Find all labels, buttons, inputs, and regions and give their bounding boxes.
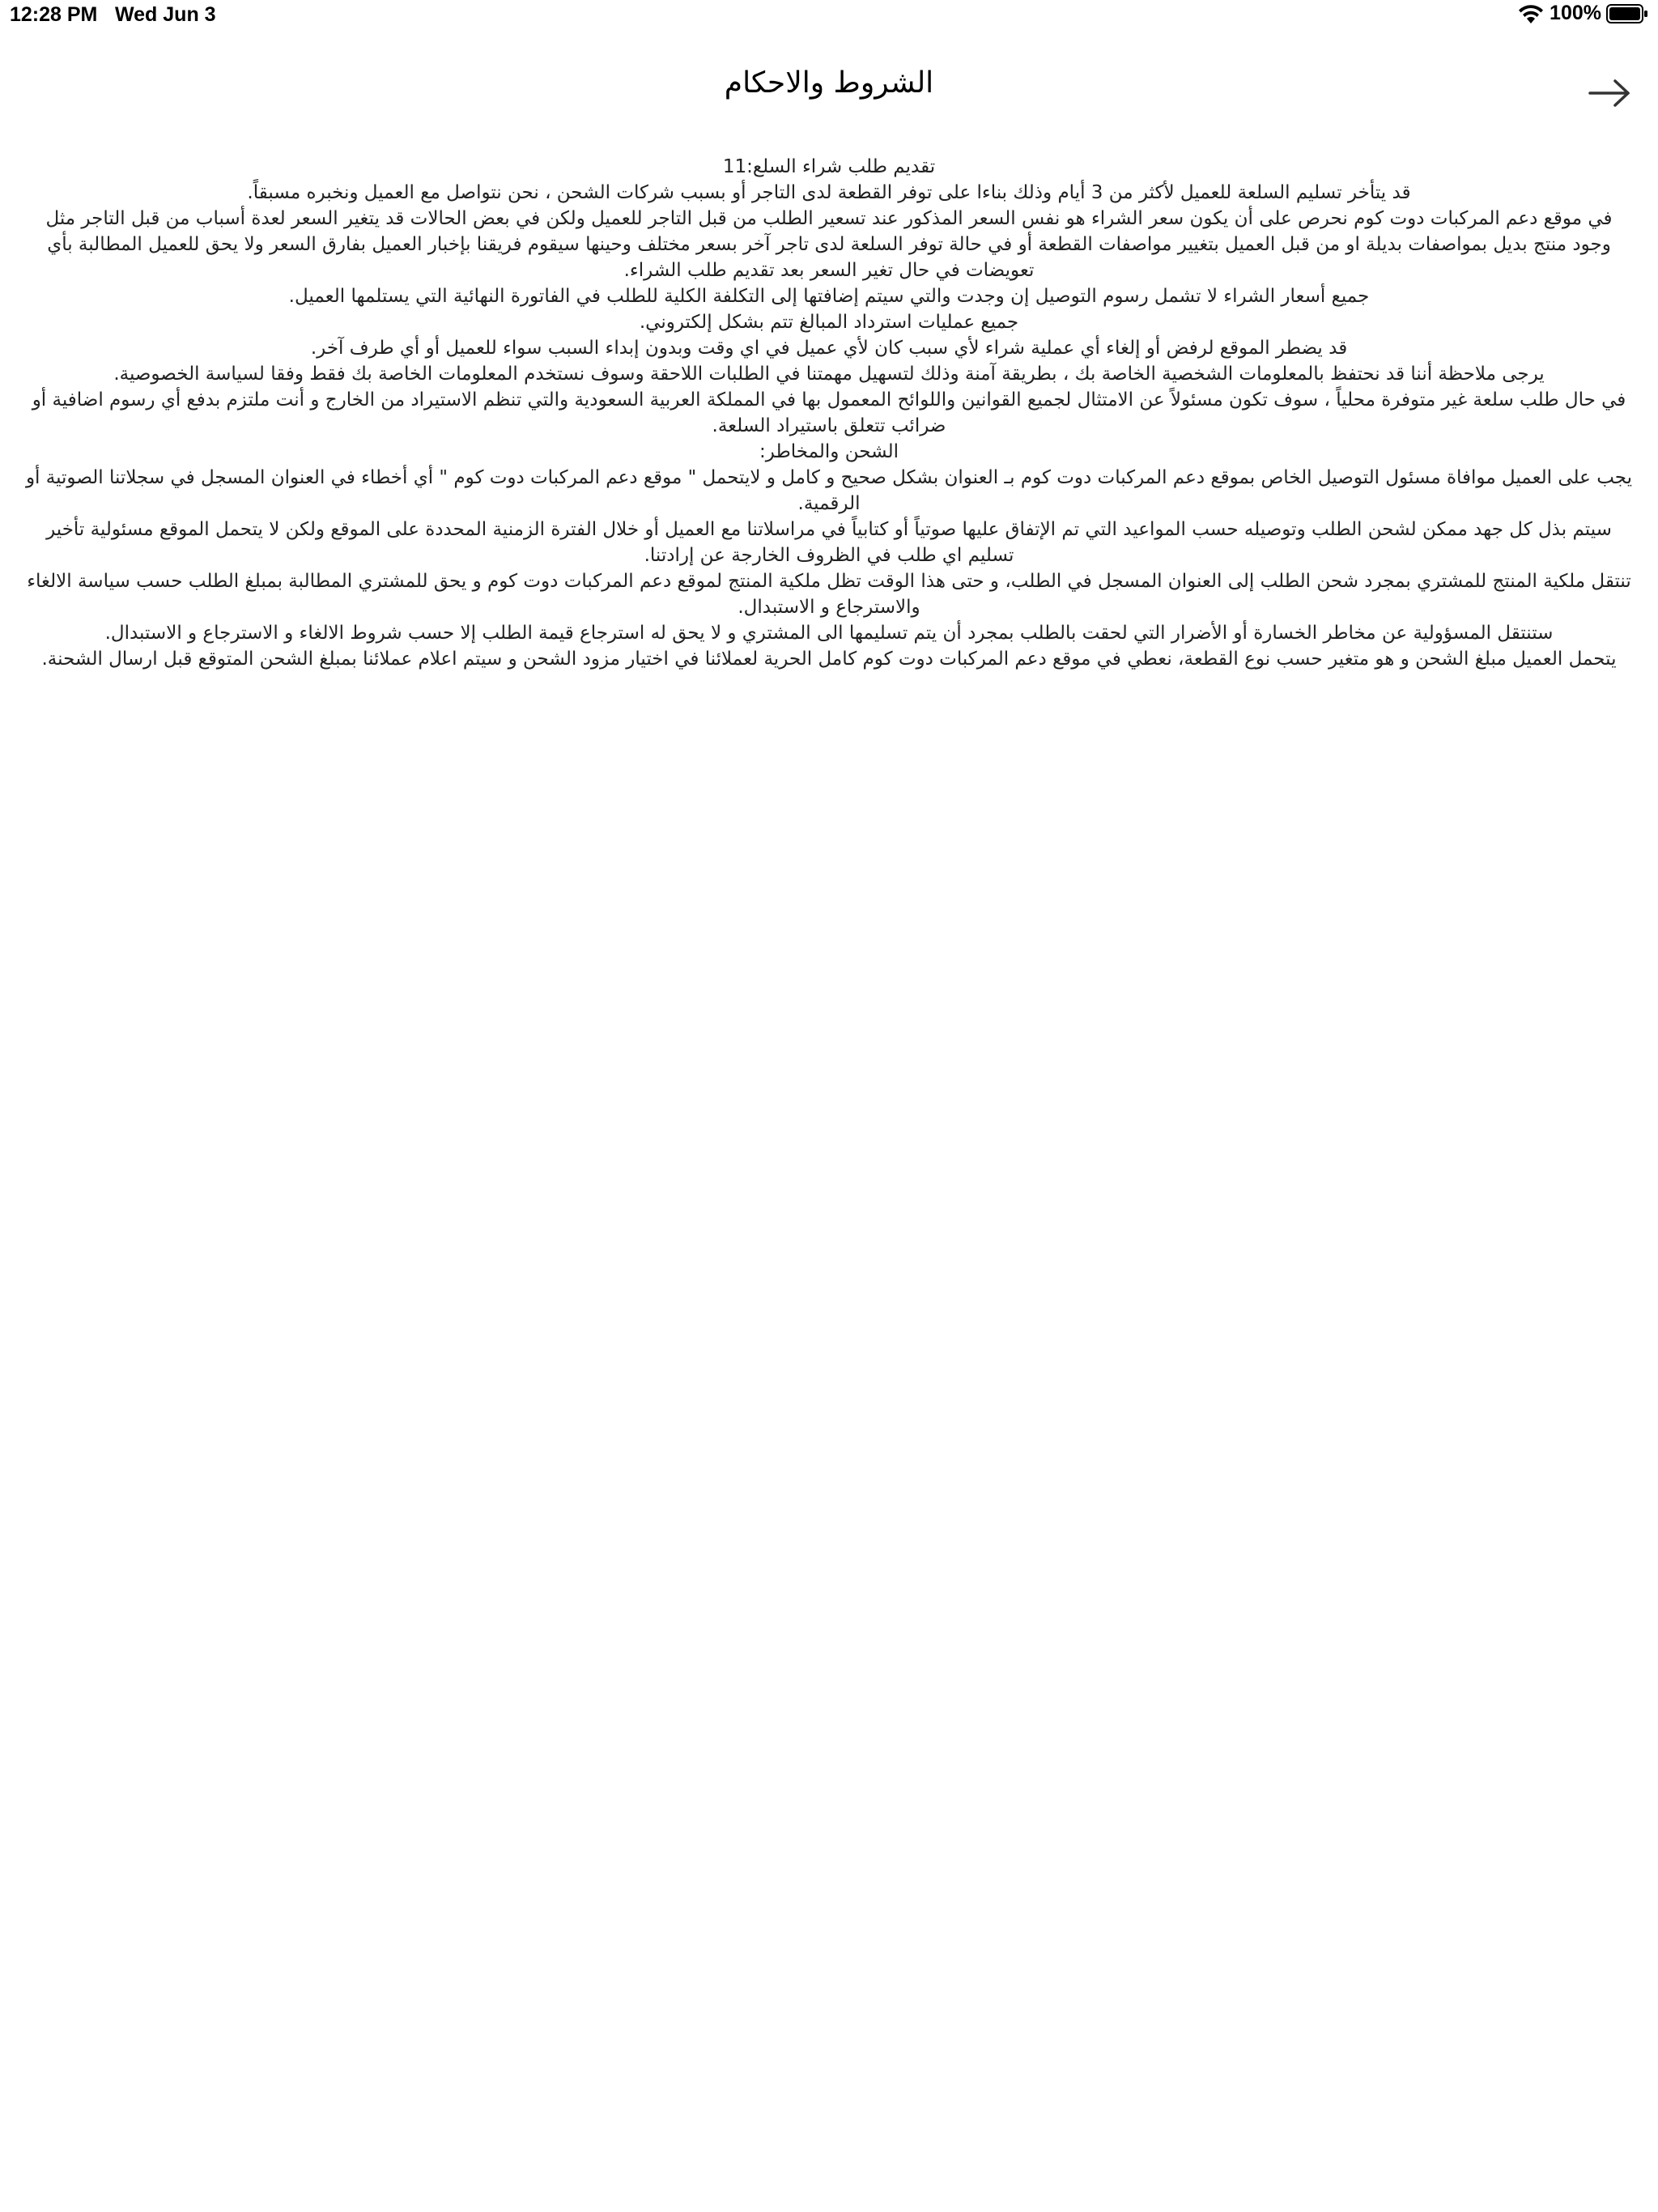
terms-paragraph: في موقع دعم المركبات دوت كوم نحرص على أن يكون سعر الشراء هو نفس السعر المذكور عند تسعير الطلب من قبل التاجر للعميل ولكن في بعض الحالات قد يتغير السعر لعدة أسباب من قبل التاجر مثل وجود منتج بديل بمواصفات بديلة او من قبل العميل بتغيير مواصفات القطعة أو في حالة توفر السلعة لدى تاجر آخر بسعر مختلف وحينها سيقوم فريقنا بإخبار العميل بفارق السعر ولا يحق للعميل المطالبة بأي تعويضات في حال تغير السعر بعد تقديم طلب الشراء. xyxy=(45,208,1613,281)
back-button[interactable] xyxy=(1585,73,1634,113)
page-title: الشروط والاحكام xyxy=(724,66,934,100)
status-indicators xyxy=(1517,2,1648,25)
battery-icon xyxy=(1606,3,1648,24)
terms-paragraph: يتحمل العميل مبلغ الشحن و هو متغير حسب نوع القطعة، نعطي في موقع دعم المركبات دوت كوم كامل الحرية لعملائنا في اختيار مزود الشحن و سيتم اعلام عملائنا بمبلغ الشحن المتوقع قبل ارسال الشحنة. xyxy=(41,649,1617,670)
terms-paragraph: تقديم طلب شراء السلع:11 xyxy=(722,156,936,177)
status-bar xyxy=(0,0,1658,32)
terms-paragraph: جميع عمليات استرداد المبالغ تتم بشكل إلكتروني. xyxy=(639,312,1019,333)
battery-percentage: 100% xyxy=(1550,2,1601,24)
terms-paragraph: يرجى ملاحظة أننا قد نحتفظ بالمعلومات الشخصية الخاصة بك ، بطريقة آمنة وذلك لتسهيل مهمتنا في الطلبات اللاحقة وسوف نستخدم المعلومات الخاصة بك فقط وفقا لسياسة الخصوصية. xyxy=(113,364,1545,385)
status-date: Wed Jun 3 xyxy=(115,3,216,26)
terms-paragraph: قد يتأخر تسليم السلعة للعميل لأكثر من 3 أيام وذلك بناءا على توفر القطعة لدى التاجر أو بسبب شركات الشحن ، نحن نتواصل مع العميل ونخبره مسبقاً. xyxy=(247,182,1411,203)
terms-paragraph: ستنتقل المسؤولية عن مخاطر الخسارة أو الأضرار التي لحقت بالطلب بمجرد أن يتم تسليمها الى المشتري و لا يحق له استرجاع قيمة الطلب إلا حسب شروط الالغاء و الاسترجاع و الاستبدال. xyxy=(104,623,1554,644)
terms-section-heading: الشحن والمخاطر: xyxy=(759,441,899,462)
status-time: 12:28 PM xyxy=(10,3,98,26)
terms-content xyxy=(24,154,1634,672)
terms-paragraph: في حال طلب سلعة غير متوفرة محلياً ، سوف تكون مسئولاً عن الامتثال لجميع القوانين واللوائح المعمول بها في المملكة العربية السعودية والتي تنظم الاستيراد من الخارج و أنت ملتزم بدفع أي رسوم اضافية أو ضرائب تتعلق باستيراد السلعة. xyxy=(32,389,1626,436)
arrow-right-icon xyxy=(1588,77,1631,109)
wifi-icon xyxy=(1517,2,1545,25)
terms-paragraph: يجب على العميل موافاة مسئول التوصيل الخاص بموقع دعم المركبات دوت كوم بـ العنوان بشكل صحيح و كامل و لايتحمل " موقع دعم المركبات دوت كوم " أي أخطاء في العنوان المسجل في سجلاتنا الصوتية أو الرقمية. xyxy=(25,467,1633,514)
navigation-bar xyxy=(0,49,1658,138)
terms-paragraph: سيتم بذل كل جهد ممكن لشحن الطلب وتوصيله حسب المواعيد التي تم الإتفاق عليها صوتياً أو كتابياً في مراسلاتنا مع العميل أو خلال الفترة الزمنية المحددة على الموقع ولكن لا يتحمل الموقع مسئولية تأخير تسليم اي طلب في الظروف الخارجة عن إرادتنا. xyxy=(46,519,1612,566)
terms-paragraph: جميع أسعار الشراء لا تشمل رسوم التوصيل إن وجدت والتي سيتم إضافتها إلى التكلفة الكلية للطلب في الفاتورة النهائية التي يستلمها العميل. xyxy=(288,286,1370,307)
terms-paragraph: تنتقل ملكية المنتج للمشتري بمجرد شحن الطلب إلى العنوان المسجل في الطلب، و حتى هذا الوقت تظل ملكية المنتج لموقع دعم المركبات دوت كوم و يحق للمشتري المطالبة بمبلغ الطلب حسب سياسة الالغاء والاسترجاع و الاستبدال. xyxy=(27,571,1631,618)
terms-paragraph: قد يضطر الموقع لرفض أو إلغاء أي عملية شراء لأي سبب كان لأي عميل في اي وقت وبدون إبداء السبب سواء للعميل أو أي طرف آخر. xyxy=(310,338,1348,359)
